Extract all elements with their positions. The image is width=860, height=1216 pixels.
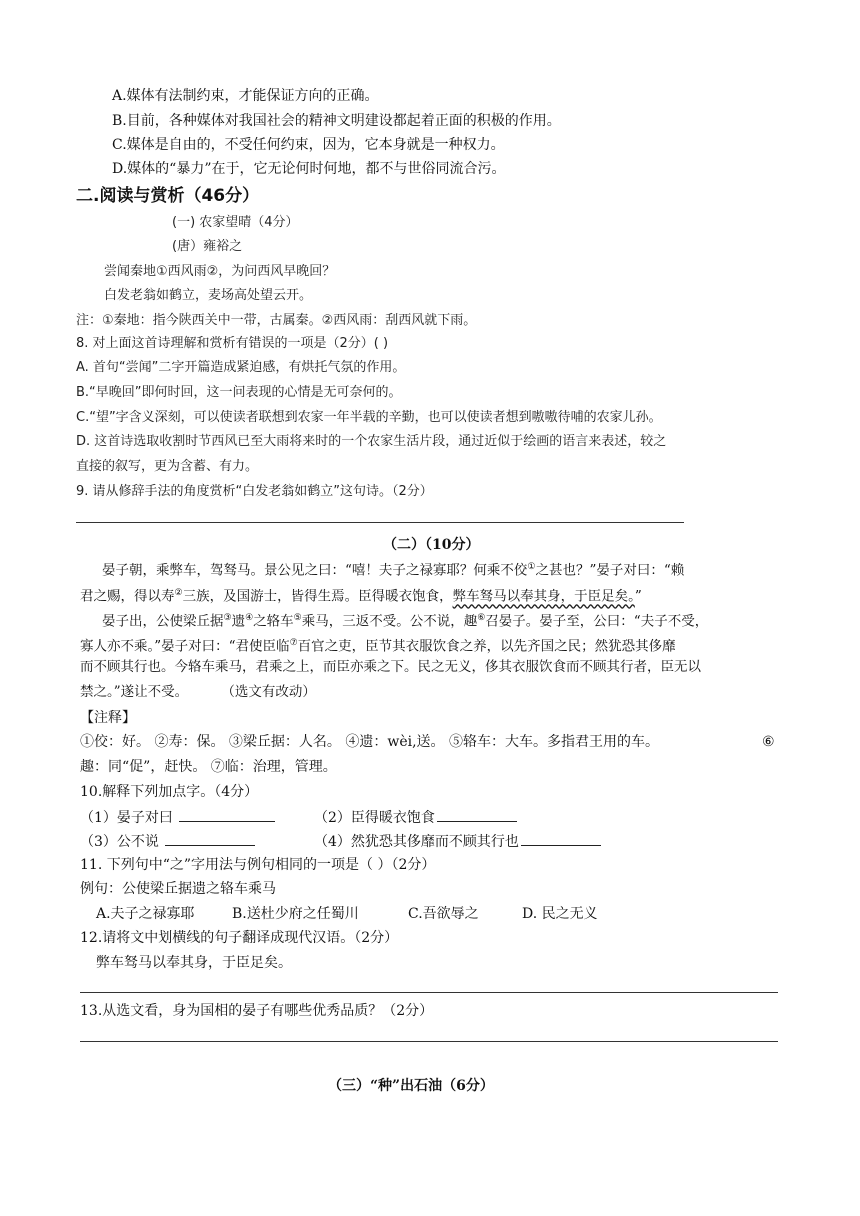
passage-line: 晏子朝，乘弊车，驾驽马。景公见之曰：“嘻！夫子之禄寡耶？何乘不佼①之甚也？”晏子对曰：“赖 (102, 562, 685, 579)
poem-heading: (一) 农家望晴（4分） (172, 215, 299, 230)
q10-stem: 10.解释下列加点字。（4分） (80, 784, 259, 800)
notes-title: 【注释】 (80, 710, 136, 726)
answer-line (80, 1041, 778, 1042)
answer-blank[interactable] (165, 831, 255, 846)
q11-option-d: D. 民之无义 (522, 906, 598, 922)
q11-stem: 11. 下列句中“之”字用法与例句相同的一项是（ ）（2分） (80, 857, 436, 873)
answer-line (76, 522, 684, 523)
notes-line-2: 趣：同“促”，赶快。 ⑦临：治理，管理。 (80, 759, 337, 775)
q11-option-a: A.夫子之禄寡耶 (96, 906, 195, 922)
option-d: D.媒体的“暴力”在于，它无论何时何地，都不与世俗同流合污。 (112, 161, 506, 177)
q8-option-d-cont: 直接的叙写，更为含蓄、有力。 (76, 459, 259, 474)
q10-item-1: （1）晏子对曰 (80, 807, 275, 828)
section-title: 二.阅读与赏析（46分） (76, 186, 260, 206)
poem-line-1: 尝闻秦地①西风雨②，为问西风早晚回？ (104, 264, 336, 279)
notes-line-1: ①佼：好。 ②寿：保。 ③梁丘据：人名。 ④遗：wèi,送。 ⑤辂车：大车。多指君王用的车。 (80, 734, 659, 750)
passage-line: 禁之。”遂让不受。 （选文有改动） (80, 684, 316, 700)
passage-line: 君之赐，得以寿②三族，及国游士，皆得生焉。臣得暖衣饱食，弊车驽马以奉其身，于臣足矣。” (80, 588, 642, 605)
poem-note: 注：①秦地：指今陕西关中一带，古属秦。②西风雨：刮西风就下雨。 (76, 313, 477, 328)
q11-option-b: B.送杜少府之任蜀川 (232, 906, 359, 922)
poem-author: (唐）雍裕之 (172, 239, 243, 254)
q10-item-4: （4）然犹恐其侈靡而不顾其行也 (314, 831, 601, 852)
q13-stem: 13.从选文看，身为国相的晏子有哪些优秀品质？（2分） (80, 1003, 434, 1019)
answer-blank[interactable] (521, 831, 601, 846)
answer-blank[interactable] (437, 807, 517, 822)
q9-stem: 9. 请从修辞手法的角度赏析“白发老翁如鹤立”这句诗。（2分） (76, 484, 433, 499)
passage-line: 晏子出，公使梁丘据③遗④之辂车⑤乘马，三返不受。公不说，趣⑥召晏子。晏子至，公曰：“夫子不受， (102, 613, 709, 630)
option-b: B.目前，各种媒体对我国社会的精神文明建设都起着正面的积极的作用。 (112, 113, 561, 129)
option-c: C.媒体是自由的，不受任何约束，因为，它本身就是一种权力。 (112, 137, 505, 153)
q11-example: 例句：公使梁丘据遗之辂车乘马 (80, 881, 276, 897)
passage-line: 而不顾其行也。今辂车乘马，君乘之上，而臣亦乘之下。民之无义，侈其衣服饮食而不顾其行者，臣无以 (80, 659, 701, 675)
q12-stem: 12.请将文中划横线的句子翻译成现代汉语。（2分） (80, 930, 399, 946)
poem-line-2: 白发老翁如鹤立，麦场高处望云开。 (104, 288, 313, 303)
passage-line: 寡人亦不乘。”晏子对曰：“君使臣临⑦百官之吏，臣节其衣服饮食之养，以先齐国之民；然犹恐其侈靡 (80, 638, 676, 655)
q8-stem: 8. 对上面这首诗理解和赏析有错误的一项是（2分）( ) (76, 336, 389, 351)
answer-blank[interactable] (179, 807, 275, 822)
notes-line-1-end: ⑥ (762, 734, 775, 750)
underlined-sentence: 弊车驽马以奉其身，于臣足矣。 (452, 588, 635, 605)
option-a: A.媒体有法制约束，才能保证方向的正确。 (112, 88, 379, 104)
q8-option-b: B.“早晚回”即何时回，这一问表现的心情是无可奈何的。 (76, 385, 402, 400)
part3-heading: （三）“种”出石油（6分） (328, 1078, 494, 1094)
answer-line (80, 992, 778, 993)
part2-heading: （二）（10分） (383, 537, 480, 553)
q11-option-c: C.吾欲辱之 (408, 906, 479, 922)
q10-item-3: （3）公不说 (80, 831, 255, 852)
q12-sentence: 弊车驽马以奉其身，于臣足矣。 (96, 955, 292, 971)
q8-option-a: A. 首句“尝闻”二字开篇造成紧迫感，有烘托气氛的作用。 (76, 360, 406, 375)
q10-item-2: （2）臣得暖衣饱食 (314, 807, 517, 828)
q8-option-d: D. 这首诗选取收割时节西风已至大雨将来时的一个农家生活片段，通过近似于绘画的语言来表述，较之 (76, 434, 667, 449)
q8-option-c: C.“望”字含义深刻，可以使读者联想到农家一年半载的辛勤，也可以使读者想到嗷嗷待哺的农家儿孙。 (76, 410, 662, 425)
